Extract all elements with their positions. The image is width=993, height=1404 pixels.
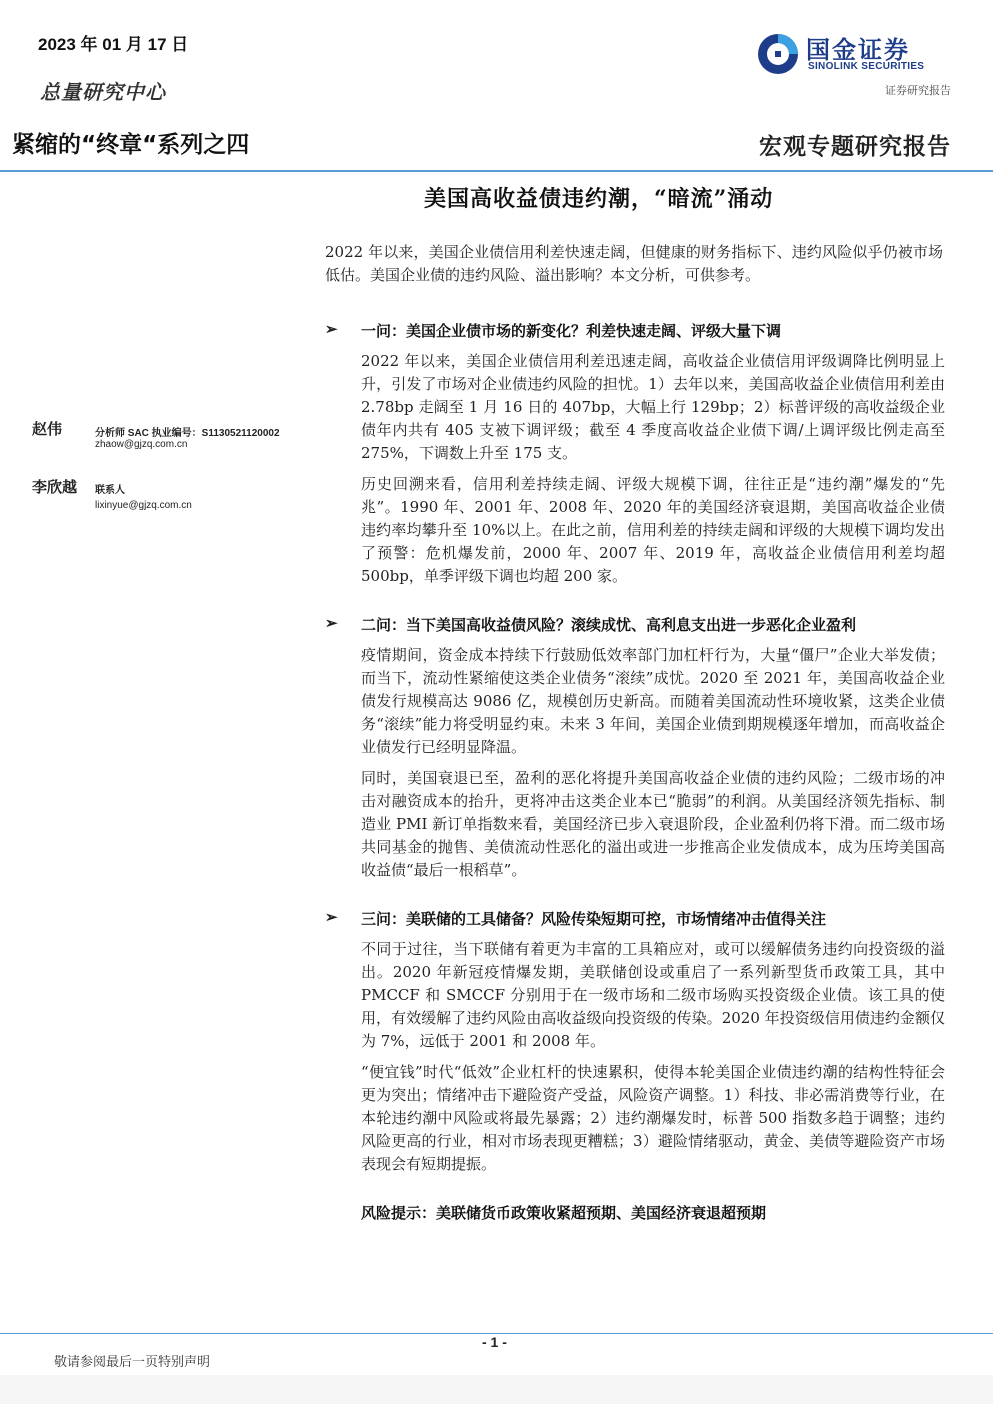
section-paragraph: 不同于过往，当下联储有着更为丰富的工具箱应对，或可以缓解债务违约向投资级的溢出。2020 年新冠疫情爆发期，美联储创设或重启了一系列新型货币政策工具，其中 PMCCF 和 SMCCF 分别用于在一级市场和二级市场购买投资级企业债。该工具的使用，有效缓解了违约风险由高收益级向投资级的传染。2020 年投资级信用债违约金额仅为 7%，远低于 2001 和 2008 年。 xyxy=(361,940,945,1050)
section-paragraph: 历史回溯来看，信用利差持续走阔、评级大规模下调，往往正是“违约潮”爆发的“先兆”。1990 年、2001 年、2008 年、2020 年的美国经济衰退期，美国高收益企业债违约率均攀升至 10%以上。在此之前，信用利差的持续走阔和评级的大规模下调均发出了预警：危机爆发前，2000 年、2007 年、2019 年，高收益企业债信用利差均超 500bp，单季评级下调也均超 200 家。 xyxy=(361,475,945,585)
section-one xyxy=(325,320,945,596)
header-divider xyxy=(0,170,993,172)
section-two xyxy=(325,614,945,890)
logo-text-en: SINOLINK SECURITIES xyxy=(808,61,925,72)
research-center: 总量研究中心 xyxy=(40,80,166,104)
sinolink-logo-icon xyxy=(756,32,800,76)
author-entry xyxy=(32,476,322,534)
author-email[interactable]: zhaow@gjzq.com.cn xyxy=(95,439,188,450)
series-title: 紧缩的“终章“系列之四 xyxy=(12,132,250,158)
section-heading: 一问：美国企业债市场的新变化？利差快速走阔、评级大量下调 xyxy=(361,322,782,340)
author-name: 李欣越 xyxy=(32,478,78,496)
footer-disclaimer: 敬请参阅最后一页特别声明 xyxy=(54,1355,211,1370)
report-title: 美国高收益债违约潮，“暗流”涌动 xyxy=(424,186,774,212)
summary-intro: 2022 年以来，美国企业债信用利差快速走阔，但健康的财务指标下、违约风险似乎仍被市场低估。美国企业债的违约风险、溢出影响？本文分析，可供参考。 xyxy=(325,243,943,284)
section-paragraph: “便宜钱”时代“低效”企业杠杆的快速累积，使得本轮美国企业债违约潮的结构性特征会更为突出；情绪冲击下避险资产受益，风险资产调整。1）科技、非必需消费等行业，在本轮违约潮中风险或将最先暴露；2）违约潮爆发时，标普 500 指数多趋于调整；违约风险更高的行业，相对市场表现更糟糕；3）避险情绪驱动，黄金、美债等避险资产市场表现会有短期提振。 xyxy=(361,1063,945,1173)
page-number: - 1 - xyxy=(482,1334,507,1350)
section-paragraph: 同时，美国衰退已至，盈利的恶化将提升美国高收益企业债的违约风险；二级市场的冲击对融资成本的抬升，更将冲击这类企业本已“脆弱”的利润。从美国经济领先指标、制造业 PMI 新订单指数来看，美国经济已步入衰退阶段，企业盈利仍将下滑。而二级市场共同基金的抛售、美债流动性恶化的溢出或进一步推高企业发债成本，成为压垮美国高收益债“最后一根稻草”。 xyxy=(361,769,945,879)
section-paragraph: 2022 年以来，美国企业债信用利差迅速走阔，高收益企业债信用评级调降比例明显上升，引发了市场对企业债违约风险的担忧。1）去年以来，美国高收益企业债信用利差由 2.78bp 走阔至 1 月 16 日的 407bp，大幅上行 129bp；2）标普评级的高收益级企业债年内共有 405 支被下调评级；截至 4 季度高收益企业债下调/上调评级比例走高至 275%，下调数上升至 175 支。 xyxy=(361,352,945,462)
author-entry xyxy=(32,418,322,476)
arrow-bullet-icon: ➢ xyxy=(325,614,338,632)
section-heading: 二问：当下美国高收益债风险？滚续成忧、高利息支出进一步恶化企业盈利 xyxy=(361,616,857,634)
company-logo xyxy=(756,30,946,78)
author-credential: 联系人 xyxy=(95,485,125,496)
author-name: 赵伟 xyxy=(32,420,63,438)
report-category: 宏观专题研究报告 xyxy=(759,133,951,160)
section-paragraph: 疫情期间，资金成本持续下行鼓励低效率部门加杠杆行为，大量“僵尸”企业大举发债；而当下，流动性紧缩使这类企业债务“滚续”成忧。2020 至 2021 年，美国高收益企业债发行规模高达 9086 亿，规模创历史新高。而随着美国流动性环境收紧，这类企业债务“滚续”能力将受明显约束。未来 3 年间，美国企业债到期规模逐年增加，而高收益企业债发行已经明显降温。 xyxy=(361,646,945,756)
report-type-label: 证券研究报告 xyxy=(885,84,951,97)
author-credential: 分析师 SAC 执业编号：S1130521120002 xyxy=(95,428,280,439)
section-three xyxy=(325,908,945,1184)
author-list xyxy=(32,418,322,534)
logo-text-cn: 国金证券 xyxy=(806,36,910,64)
arrow-bullet-icon: ➢ xyxy=(325,908,338,926)
arrow-bullet-icon: ➢ xyxy=(325,320,338,338)
section-heading: 三问：美联储的工具储备？风险传染短期可控，市场情绪冲击值得关注 xyxy=(361,910,827,928)
risk-warning: 风险提示：美联储货币政策收紧超预期、美国经济衰退超预期 xyxy=(361,1204,767,1222)
report-date: 2023 年 01 月 17 日 xyxy=(38,35,189,54)
author-email[interactable]: lixinyue@gjzq.com.cn xyxy=(95,500,192,511)
